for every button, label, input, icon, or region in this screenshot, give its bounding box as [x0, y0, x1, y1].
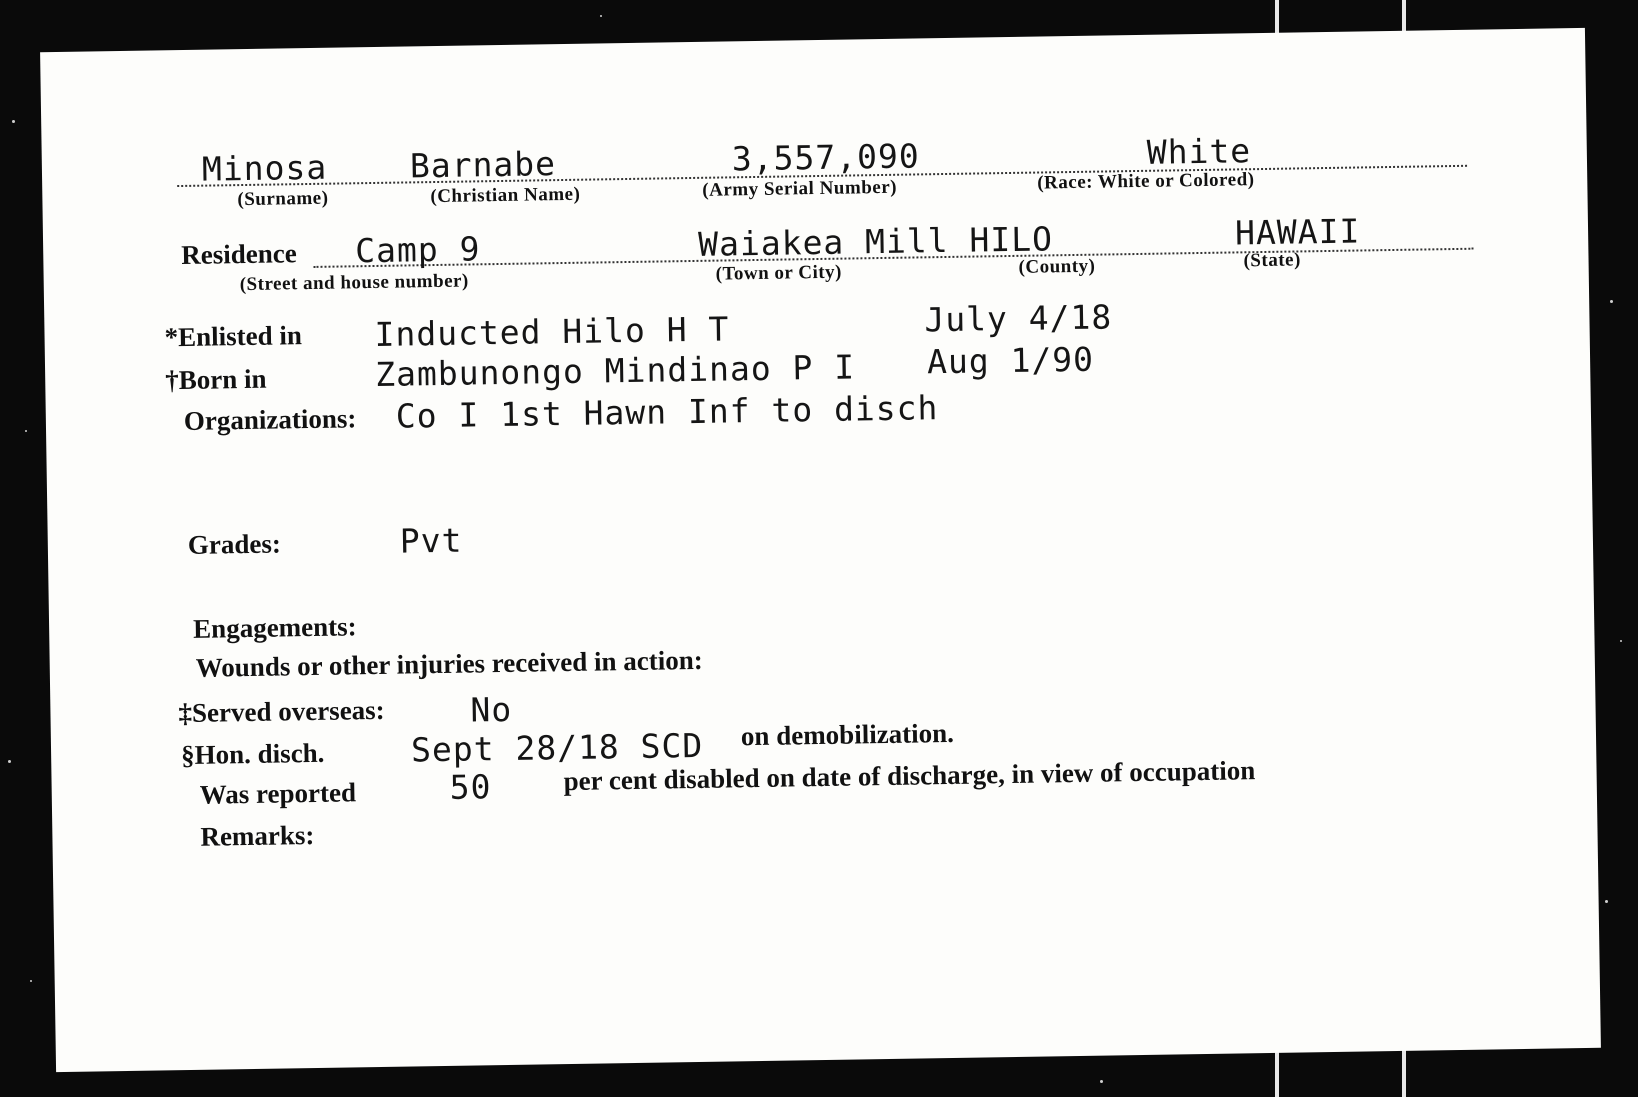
wounds-label: Wounds or other injuries received in action: — [195, 644, 703, 683]
born-date: Aug 1/90 — [926, 339, 1095, 382]
scan-speck — [1100, 1080, 1103, 1083]
discharge-value: Sept 28/18 SCD — [410, 725, 704, 770]
enlisted-label: *Enlisted in — [164, 320, 303, 353]
scan-border-bar — [1275, 1050, 1279, 1097]
disability-suffix: per cent disabled on date of discharge, in view of occupation — [563, 755, 1256, 797]
service-record-card — [40, 28, 1601, 1072]
engagements-label: Engagements: — [192, 611, 357, 644]
race-caption: (Race: White or Colored) — [1037, 169, 1255, 194]
residence-town-value: Waiakea Mill HILO — [697, 219, 1054, 264]
discharge-suffix: on demobilization. — [740, 717, 955, 752]
surname-caption: (Surname) — [237, 187, 329, 211]
remarks-label: Remarks: — [200, 819, 315, 852]
served-overseas-value: No — [470, 689, 513, 730]
residence-county-caption: (County) — [1018, 255, 1096, 278]
served-overseas-label: ‡Served overseas: — [178, 694, 385, 729]
enlisted-date: July 4/18 — [924, 297, 1113, 340]
born-value: Zambunongo Mindinao P I — [374, 347, 856, 394]
enlisted-value: Inducted Hilo H T — [374, 309, 730, 354]
scan-speck — [1610, 300, 1613, 303]
disability-label: Was reported — [199, 777, 357, 810]
scan-speck — [1620, 640, 1622, 642]
scan-border-bar — [1402, 1050, 1406, 1097]
residence-town-caption: (Town or City) — [715, 261, 843, 285]
scan-speck — [600, 15, 602, 17]
scan-speck — [8, 760, 11, 763]
surname-value: Minosa — [201, 147, 328, 189]
residence-state-value: HAWAII — [1234, 211, 1361, 253]
grades-label: Grades: — [187, 528, 282, 560]
born-label: †Born in — [165, 363, 267, 396]
grades-value: Pvt — [399, 520, 463, 561]
organizations-label: Organizations: — [183, 403, 357, 436]
discharge-label: §Hon. disch. — [180, 737, 325, 771]
residence-street-value: Camp 9 — [354, 229, 481, 271]
serial-number-value: 3,557,090 — [731, 136, 920, 179]
christian-name-value: Barnabe — [409, 144, 557, 186]
residence-state-caption: (State) — [1243, 249, 1301, 272]
residence-street-caption: (Street and house number) — [239, 270, 469, 296]
serial-number-caption: (Army Serial Number) — [702, 176, 898, 201]
disability-value: 50 — [449, 767, 492, 807]
race-value: White — [1146, 131, 1252, 172]
scan-speck — [12, 120, 15, 123]
christian-name-caption: (Christian Name) — [430, 183, 581, 208]
organizations-value: Co I 1st Hawn Inf to disch — [395, 388, 939, 436]
residence-label: Residence — [181, 238, 297, 271]
scan-speck — [30, 980, 32, 982]
scan-speck — [1605, 900, 1608, 903]
scan-speck — [25, 430, 27, 432]
